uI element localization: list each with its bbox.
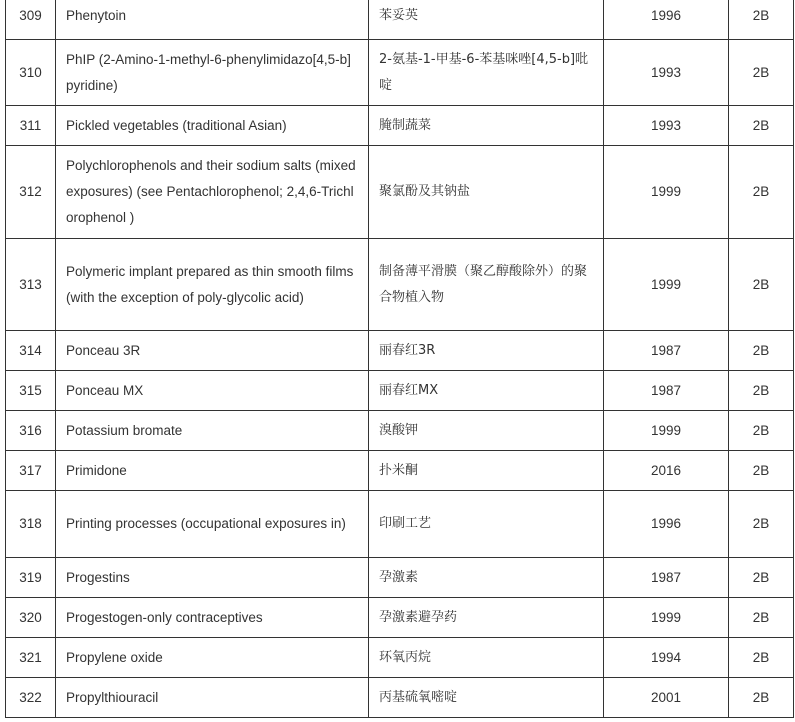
table-row — [6, 411, 794, 451]
cell-chinese-name: 丽春红MX — [369, 371, 604, 411]
cell-agent: Propylthiouracil — [56, 678, 369, 718]
cell-group: 2B — [729, 146, 794, 239]
cell-year: 2001 — [604, 678, 729, 718]
cell-year: 1999 — [604, 598, 729, 638]
cell-group: 2B — [729, 491, 794, 558]
cell-agent: Potassium bromate — [56, 411, 369, 451]
cell-group: 2B — [729, 678, 794, 718]
cell-chinese-name: 聚氯酚及其钠盐 — [369, 146, 604, 239]
cell-number: 310 — [6, 40, 56, 106]
cell-number: 316 — [6, 411, 56, 451]
cell-number: 318 — [6, 491, 56, 558]
cell-group: 2B — [729, 371, 794, 411]
cell-year: 1996 — [604, 491, 729, 558]
table-row — [6, 106, 794, 146]
cell-chinese-name: 溴酸钾 — [369, 411, 604, 451]
cell-number: 315 — [6, 371, 56, 411]
table-row — [6, 146, 794, 239]
cell-agent: Phenytoin — [56, 0, 369, 40]
table-row — [6, 451, 794, 491]
table-row — [6, 598, 794, 638]
table-row — [6, 0, 794, 40]
table-row — [6, 678, 794, 718]
table-row — [6, 239, 794, 331]
cell-chinese-name: 印刷工艺 — [369, 491, 604, 558]
cell-year: 1999 — [604, 146, 729, 239]
cell-chinese-name: 丽春红3R — [369, 331, 604, 371]
cell-agent: Primidone — [56, 451, 369, 491]
cell-group: 2B — [729, 411, 794, 451]
cell-number: 313 — [6, 239, 56, 331]
cell-chinese-name: 扑米酮 — [369, 451, 604, 491]
cell-chinese-name: 丙基硫氧嘧啶 — [369, 678, 604, 718]
cell-group: 2B — [729, 331, 794, 371]
cell-agent: Polymeric implant prepared as thin smooth films (with the exception of poly-glycolic acid) — [56, 239, 369, 331]
cell-chinese-name: 孕激素 — [369, 558, 604, 598]
cell-agent: Propylene oxide — [56, 638, 369, 678]
cell-chinese-name: 孕激素避孕药 — [369, 598, 604, 638]
cell-year: 1987 — [604, 331, 729, 371]
cell-agent: Progestogen-only contraceptives — [56, 598, 369, 638]
table-row — [6, 371, 794, 411]
cell-group: 2B — [729, 598, 794, 638]
cell-group: 2B — [729, 0, 794, 40]
cell-number: 321 — [6, 638, 56, 678]
cell-group: 2B — [729, 451, 794, 491]
table-row — [6, 491, 794, 558]
cell-number: 312 — [6, 146, 56, 239]
cell-number: 319 — [6, 558, 56, 598]
table-row — [6, 40, 794, 106]
cell-group: 2B — [729, 558, 794, 598]
table-container — [5, 0, 793, 718]
cell-number: 311 — [6, 106, 56, 146]
cell-chinese-name: 制备薄平滑膜（聚乙醇酸除外）的聚合物植入物 — [369, 239, 604, 331]
cell-chinese-name: 环氧丙烷 — [369, 638, 604, 678]
cell-group: 2B — [729, 40, 794, 106]
cell-agent: Pickled vegetables (traditional Asian) — [56, 106, 369, 146]
cell-agent: Polychlorophenols and their sodium salts (mixed exposures) (see Pentachlorophenol; 2,4,6-Trichlorophenol ) — [56, 146, 369, 239]
cell-agent: Progestins — [56, 558, 369, 598]
cell-year: 1987 — [604, 558, 729, 598]
cell-agent: Ponceau 3R — [56, 331, 369, 371]
cell-year: 1999 — [604, 411, 729, 451]
cell-agent: Ponceau MX — [56, 371, 369, 411]
cell-number: 314 — [6, 331, 56, 371]
cell-year: 1987 — [604, 371, 729, 411]
cell-agent: PhIP (2-Amino-1-methyl-6-phenylimidazo[4,5-b]pyridine) — [56, 40, 369, 106]
carcinogen-table — [5, 0, 794, 718]
cell-group: 2B — [729, 239, 794, 331]
cell-year: 1993 — [604, 106, 729, 146]
cell-chinese-name: 2-氨基-1-甲基-6-苯基咪唑[4,5-b]吡啶 — [369, 40, 604, 106]
cell-number: 322 — [6, 678, 56, 718]
table-row — [6, 331, 794, 371]
table-row — [6, 558, 794, 598]
cell-year: 2016 — [604, 451, 729, 491]
cell-chinese-name: 苯妥英 — [369, 0, 604, 40]
cell-number: 320 — [6, 598, 56, 638]
cell-year: 1996 — [604, 0, 729, 40]
cell-agent: Printing processes (occupational exposures in) — [56, 491, 369, 558]
cell-year: 1999 — [604, 239, 729, 331]
cell-year: 1994 — [604, 638, 729, 678]
cell-year: 1993 — [604, 40, 729, 106]
table-body — [6, 0, 794, 718]
cell-chinese-name: 腌制蔬菜 — [369, 106, 604, 146]
table-row — [6, 638, 794, 678]
cell-number: 309 — [6, 0, 56, 40]
cell-number: 317 — [6, 451, 56, 491]
cell-group: 2B — [729, 638, 794, 678]
cell-group: 2B — [729, 106, 794, 146]
